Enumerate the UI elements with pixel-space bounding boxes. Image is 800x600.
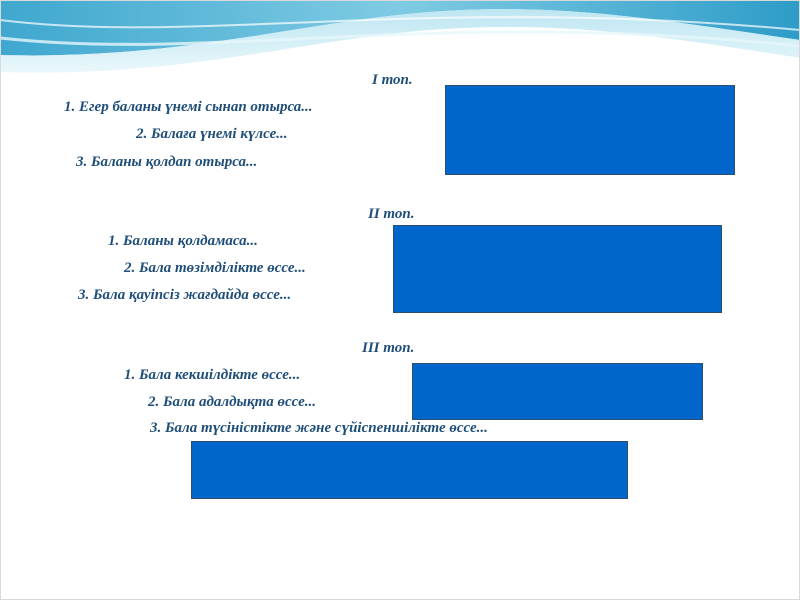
group-1-item-2: 2. Балаға үнемі күлсе... bbox=[136, 126, 288, 142]
group-3-item-3: 3. Бала түсіністікте және сүйіспеншілікте өссе... bbox=[150, 420, 488, 436]
group-1-item-3: 3. Баланы қолдап отырса... bbox=[76, 154, 258, 170]
group-1-item-1: 1. Егер баланы үнемі сынап отырса... bbox=[64, 99, 313, 115]
group-2-item-1: 1. Баланы қолдамаса... bbox=[108, 233, 258, 249]
answer-box-group-3-a[interactable] bbox=[412, 363, 703, 420]
group-3-item-1: 1. Бала кекшілдікте өссе... bbox=[124, 367, 301, 383]
group-2-item-3: 3. Бала қауіпсіз жағдайда өссе... bbox=[78, 287, 292, 303]
answer-box-group-3-b[interactable] bbox=[191, 441, 628, 499]
answer-box-group-1[interactable] bbox=[445, 85, 735, 175]
answer-box-group-2[interactable] bbox=[393, 225, 722, 313]
group-2-item-2: 2. Бала төзімділікте өссе... bbox=[124, 260, 306, 276]
group-1-title: I топ. bbox=[372, 72, 413, 88]
group-2-title: II топ. bbox=[368, 206, 415, 222]
group-3-title: III топ. bbox=[362, 340, 415, 356]
group-3-item-2: 2. Бала адалдықта өссе... bbox=[148, 394, 317, 410]
